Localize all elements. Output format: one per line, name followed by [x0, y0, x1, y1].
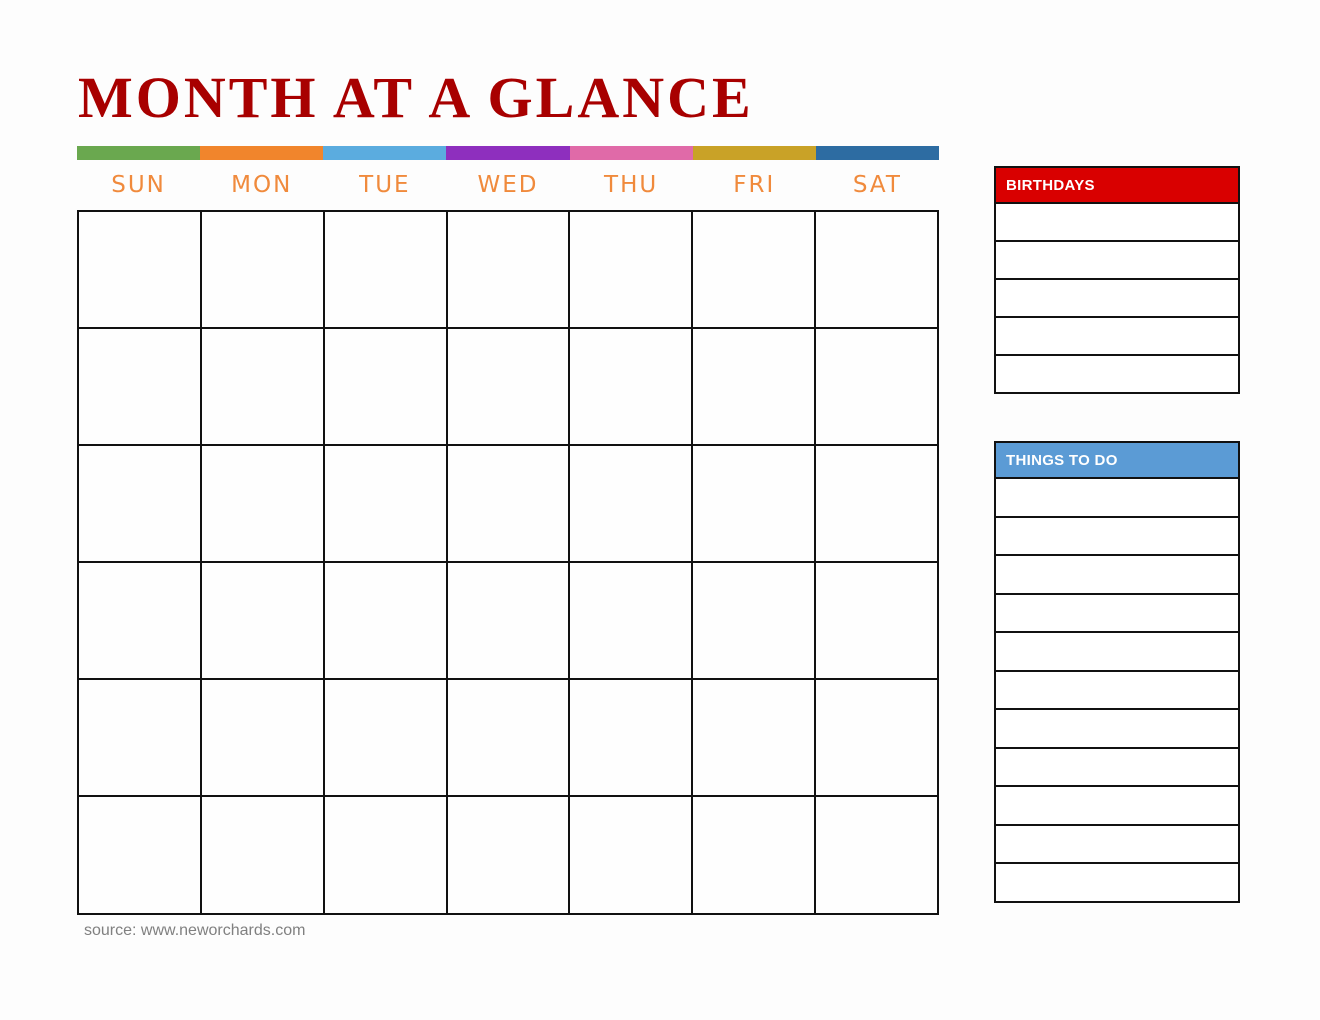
calendar-day-cell[interactable] [570, 797, 693, 915]
calendar-week-row [79, 329, 939, 446]
day-header-sun: SUN [111, 172, 166, 198]
color-segment-sun [77, 146, 200, 160]
calendar-day-cell[interactable] [202, 680, 325, 797]
calendar-week-row [79, 797, 939, 915]
color-segment-mon [200, 146, 323, 160]
birthdays-row[interactable] [996, 202, 1238, 240]
calendar-day-cell[interactable] [79, 446, 202, 563]
birthdays-panel-header: BIRTHDAYS [996, 168, 1238, 202]
calendar-day-cell[interactable] [325, 680, 448, 797]
day-header-sat: SAT [852, 172, 902, 198]
calendar-day-cell[interactable] [325, 563, 448, 680]
birthdays-row[interactable] [996, 240, 1238, 278]
color-segment-fri [693, 146, 816, 160]
things-to-do-row[interactable] [996, 708, 1238, 747]
color-segment-sat [816, 146, 939, 160]
calendar-day-cell[interactable] [448, 329, 571, 446]
calendar-day-cell[interactable] [448, 797, 571, 915]
calendar-week-row [79, 446, 939, 563]
things-to-do-row[interactable] [996, 785, 1238, 824]
calendar-day-cell[interactable] [202, 797, 325, 915]
calendar-day-cell[interactable] [202, 212, 325, 329]
things-to-do-row[interactable] [996, 477, 1238, 516]
color-segment-wed [446, 146, 569, 160]
calendar-day-cell[interactable] [816, 212, 939, 329]
calendar-day-cell[interactable] [570, 563, 693, 680]
calendar-day-cell[interactable] [79, 680, 202, 797]
things-to-do-row[interactable] [996, 631, 1238, 670]
birthdays-row[interactable] [996, 354, 1238, 392]
birthdays-panel [994, 166, 1240, 394]
calendar-day-cell[interactable] [79, 797, 202, 915]
calendar-day-cell[interactable] [448, 563, 571, 680]
calendar-day-cell[interactable] [693, 797, 816, 915]
calendar-day-cell[interactable] [202, 329, 325, 446]
things-to-do-row[interactable] [996, 516, 1238, 555]
color-segment-tue [323, 146, 446, 160]
calendar-day-cell[interactable] [79, 212, 202, 329]
calendar-day-cell[interactable] [693, 446, 816, 563]
calendar-day-cell[interactable] [325, 446, 448, 563]
calendar-day-cell[interactable] [816, 680, 939, 797]
source-credit: source: www.neworchards.com [84, 922, 306, 939]
calendar-day-cell[interactable] [325, 212, 448, 329]
day-header-tue: TUE [359, 172, 411, 198]
calendar-day-cell[interactable] [79, 563, 202, 680]
calendar-day-cell[interactable] [448, 446, 571, 563]
calendar-week-row [79, 212, 939, 329]
things-to-do-row[interactable] [996, 554, 1238, 593]
calendar-week-row [79, 563, 939, 680]
birthdays-row[interactable] [996, 278, 1238, 316]
calendar-day-cell[interactable] [570, 329, 693, 446]
calendar-grid [77, 210, 939, 915]
calendar-day-cell[interactable] [693, 329, 816, 446]
calendar-day-cell[interactable] [202, 563, 325, 680]
calendar-week-row [79, 680, 939, 797]
things-to-do-row[interactable] [996, 593, 1238, 632]
calendar-day-cell[interactable] [816, 329, 939, 446]
calendar-day-cell[interactable] [816, 446, 939, 563]
calendar [77, 146, 939, 915]
things-to-do-row[interactable] [996, 824, 1238, 863]
birthdays-row[interactable] [996, 316, 1238, 354]
day-header-mon: MON [231, 172, 293, 198]
page-title: MONTH AT A GLANCE [78, 65, 754, 130]
calendar-day-cell[interactable] [570, 212, 693, 329]
calendar-day-cell[interactable] [693, 680, 816, 797]
calendar-day-cell[interactable] [448, 680, 571, 797]
things-to-do-row[interactable] [996, 670, 1238, 709]
day-header-fri: FRI [733, 172, 776, 198]
calendar-day-cell[interactable] [570, 680, 693, 797]
day-of-week-header-row [77, 160, 939, 210]
things-to-do-row[interactable] [996, 747, 1238, 786]
calendar-day-cell[interactable] [448, 212, 571, 329]
things-to-do-row[interactable] [996, 862, 1238, 901]
calendar-day-cell[interactable] [325, 329, 448, 446]
calendar-color-bar [77, 146, 939, 160]
things-to-do-panel [994, 441, 1240, 903]
color-segment-thu [570, 146, 693, 160]
calendar-day-cell[interactable] [693, 212, 816, 329]
day-header-wed: WED [477, 172, 539, 198]
calendar-day-cell[interactable] [693, 563, 816, 680]
things-to-do-panel-header: THINGS TO DO [996, 443, 1238, 477]
calendar-day-cell[interactable] [325, 797, 448, 915]
calendar-day-cell[interactable] [79, 329, 202, 446]
calendar-day-cell[interactable] [816, 563, 939, 680]
calendar-day-cell[interactable] [816, 797, 939, 915]
calendar-day-cell[interactable] [202, 446, 325, 563]
calendar-day-cell[interactable] [570, 446, 693, 563]
day-header-thu: THU [604, 172, 659, 198]
